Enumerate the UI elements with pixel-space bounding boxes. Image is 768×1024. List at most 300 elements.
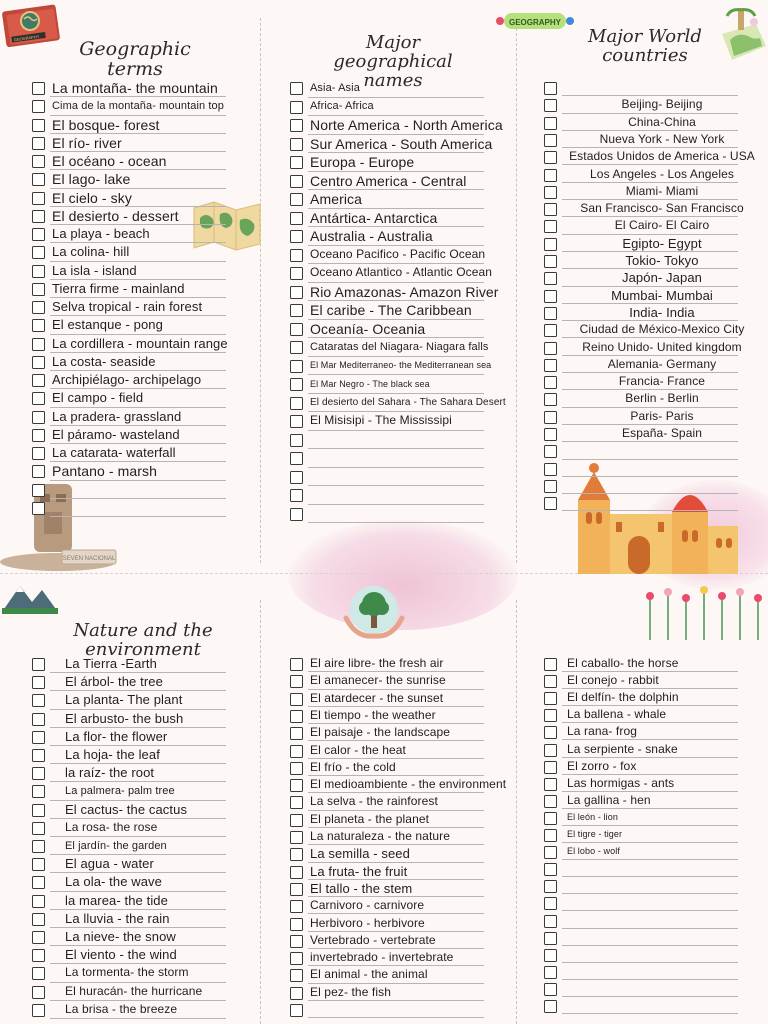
checklist-row bbox=[290, 228, 518, 247]
checkbox[interactable] bbox=[290, 745, 303, 758]
vocabulary-entry: El atardecer - the sunset bbox=[310, 690, 444, 705]
vocabulary-entry: El aire libre- the fresh air bbox=[310, 656, 444, 670]
checkbox[interactable] bbox=[290, 119, 303, 132]
checkbox[interactable] bbox=[32, 265, 45, 278]
rule-line bbox=[308, 983, 484, 984]
checkbox[interactable] bbox=[290, 323, 303, 336]
checkbox[interactable] bbox=[544, 307, 557, 320]
checklist-row bbox=[32, 463, 228, 481]
checkbox[interactable] bbox=[544, 966, 557, 979]
checkbox[interactable] bbox=[544, 658, 557, 671]
checkbox[interactable] bbox=[32, 913, 45, 926]
vocabulary-entry: la marea- the tide bbox=[65, 892, 168, 908]
vocabulary-entry: Alemania- Germany bbox=[607, 356, 717, 371]
checkbox[interactable] bbox=[544, 675, 557, 688]
checkbox[interactable] bbox=[544, 169, 557, 182]
rule-line bbox=[562, 372, 738, 373]
vocabulary-entry: La playa - beach bbox=[52, 226, 150, 241]
checkbox[interactable] bbox=[544, 324, 557, 337]
checkbox[interactable] bbox=[290, 156, 303, 169]
checkbox[interactable] bbox=[544, 342, 557, 355]
rule-line bbox=[308, 948, 484, 949]
checklist-row bbox=[544, 707, 740, 724]
checklist-row bbox=[544, 776, 740, 793]
checkbox[interactable] bbox=[544, 151, 557, 164]
checkbox[interactable] bbox=[32, 137, 45, 150]
checklist-row bbox=[290, 358, 518, 377]
vocabulary-entry: Nueva York - New York bbox=[599, 131, 725, 146]
checkbox[interactable] bbox=[290, 883, 303, 896]
checklist-row bbox=[544, 305, 766, 322]
checkbox[interactable] bbox=[290, 779, 303, 792]
rule-line bbox=[308, 485, 484, 486]
checkbox[interactable] bbox=[544, 744, 557, 757]
checkbox[interactable] bbox=[290, 918, 303, 931]
vocabulary-entry: Reino Unido- United kingdom bbox=[582, 339, 742, 354]
checklist-row bbox=[544, 409, 766, 426]
checkbox[interactable] bbox=[32, 822, 45, 835]
checklist-row bbox=[544, 443, 766, 460]
rule-line bbox=[308, 844, 484, 845]
rule-line bbox=[308, 1000, 484, 1001]
checkbox[interactable] bbox=[32, 429, 45, 442]
checkbox[interactable] bbox=[544, 897, 557, 910]
rule-line bbox=[562, 945, 738, 946]
checkbox[interactable] bbox=[32, 658, 45, 671]
checkbox[interactable] bbox=[32, 192, 45, 205]
checkbox[interactable] bbox=[544, 726, 557, 739]
rule-line bbox=[308, 775, 484, 776]
rule-line bbox=[562, 95, 738, 96]
checkbox[interactable] bbox=[544, 480, 557, 493]
rule-line bbox=[562, 739, 738, 740]
checkbox[interactable] bbox=[32, 785, 45, 798]
rule-line bbox=[308, 411, 484, 412]
checkbox[interactable] bbox=[544, 983, 557, 996]
vocabulary-entry: San Francisco- San Francisco bbox=[580, 201, 744, 216]
checkbox[interactable] bbox=[32, 374, 45, 387]
vocabulary-entry: Egipto- Egypt bbox=[622, 235, 702, 251]
checkbox[interactable] bbox=[290, 378, 303, 391]
checklist-row bbox=[32, 153, 228, 171]
vocabulary-entry: El huracán- the hurricane bbox=[65, 983, 203, 998]
checkbox[interactable] bbox=[290, 900, 303, 913]
checkbox[interactable] bbox=[290, 952, 303, 965]
checklist-row bbox=[32, 299, 228, 317]
checkbox[interactable] bbox=[544, 99, 557, 112]
rule-line bbox=[308, 1017, 484, 1018]
rule-line bbox=[50, 242, 226, 243]
rule-line bbox=[308, 965, 484, 966]
checkbox[interactable] bbox=[544, 203, 557, 216]
checklist-row bbox=[290, 265, 518, 284]
checkbox[interactable] bbox=[290, 101, 303, 114]
checklist-row bbox=[290, 708, 518, 725]
vocabulary-entry: Archipiélago- archipelago bbox=[52, 372, 202, 387]
checkbox[interactable] bbox=[544, 812, 557, 825]
checkbox[interactable] bbox=[290, 675, 303, 688]
checkbox[interactable] bbox=[544, 863, 557, 876]
checklist-row bbox=[544, 253, 766, 270]
checkbox[interactable] bbox=[544, 255, 557, 268]
vocabulary-entry: Australia - Australia bbox=[310, 228, 433, 244]
rule-line bbox=[50, 781, 226, 782]
rule-line bbox=[562, 705, 738, 706]
checkbox[interactable] bbox=[32, 731, 45, 744]
checklist-row bbox=[544, 878, 740, 895]
vocabulary-entry: El campo - field bbox=[52, 390, 144, 406]
title-geographic-terms: Geographic terms bbox=[79, 38, 191, 80]
checklist-row bbox=[32, 656, 228, 674]
checkbox[interactable] bbox=[544, 880, 557, 893]
checklist-row bbox=[32, 390, 228, 408]
checkbox[interactable] bbox=[32, 465, 45, 478]
checkbox[interactable] bbox=[32, 986, 45, 999]
vocabulary-entry: La gallina - hen bbox=[567, 792, 651, 807]
checkbox[interactable] bbox=[290, 267, 303, 280]
rule-line bbox=[308, 430, 484, 431]
checklist-row bbox=[290, 450, 518, 469]
checklist-row bbox=[290, 210, 518, 229]
world-countries-list bbox=[544, 80, 766, 520]
vocabulary-entry: El conejo - rabbit bbox=[567, 673, 659, 688]
nature-list bbox=[32, 656, 228, 1022]
checkbox[interactable] bbox=[290, 727, 303, 740]
checkbox[interactable] bbox=[544, 692, 557, 705]
vocabulary-entry: La catarata- waterfall bbox=[52, 445, 176, 460]
checklist-row bbox=[32, 711, 228, 729]
checkbox[interactable] bbox=[544, 272, 557, 285]
vocabulary-entry: Asia- Asia bbox=[310, 81, 360, 94]
vocabulary-entry: El Mar Negro - The black sea bbox=[310, 378, 430, 389]
checklist-row bbox=[32, 317, 228, 335]
column-divider-left bbox=[260, 18, 261, 563]
vocabulary-entry: El páramo- wasteland bbox=[52, 426, 180, 442]
checklist-row bbox=[32, 765, 228, 783]
checklist-row bbox=[32, 674, 228, 692]
rule-line bbox=[50, 800, 226, 801]
vocabulary-entry: El lago- lake bbox=[52, 171, 131, 188]
rule-line bbox=[562, 510, 738, 511]
checkbox[interactable] bbox=[32, 694, 45, 707]
checkbox[interactable] bbox=[544, 134, 557, 147]
checkbox[interactable] bbox=[290, 452, 303, 465]
rule-line bbox=[562, 979, 738, 980]
checkbox[interactable] bbox=[290, 286, 303, 299]
checkbox[interactable] bbox=[290, 796, 303, 809]
rule-line bbox=[308, 356, 484, 357]
checkbox[interactable] bbox=[290, 175, 303, 188]
checkbox[interactable] bbox=[32, 1004, 45, 1017]
checklist-row bbox=[544, 827, 740, 844]
checklist-row bbox=[290, 247, 518, 266]
vocabulary-entry: La fruta- the fruit bbox=[310, 863, 408, 879]
checklist-row bbox=[32, 856, 228, 874]
column-divider-left-bottom bbox=[260, 600, 261, 1024]
vocabulary-entry: La lluvia - the rain bbox=[65, 910, 170, 926]
checklist-row bbox=[544, 810, 740, 827]
checkbox[interactable] bbox=[544, 445, 557, 458]
checkbox[interactable] bbox=[544, 220, 557, 233]
checkbox[interactable] bbox=[290, 434, 303, 447]
vocabulary-entry: Las hormigas - ants bbox=[567, 775, 675, 790]
checkbox[interactable] bbox=[32, 210, 45, 223]
checklist-row bbox=[32, 929, 228, 947]
checklist-row bbox=[32, 98, 228, 116]
checkbox[interactable] bbox=[32, 713, 45, 726]
vocabulary-entry: La ola- the wave bbox=[65, 874, 162, 890]
vocabulary-entry: El océano - ocean bbox=[52, 153, 167, 169]
checkbox[interactable] bbox=[290, 82, 303, 95]
checklist-row bbox=[32, 947, 228, 965]
checklist-row bbox=[290, 725, 518, 742]
checklist-row bbox=[544, 742, 740, 759]
checkbox[interactable] bbox=[32, 676, 45, 689]
checklist-row bbox=[544, 478, 766, 495]
vocabulary-entry: El cactus- the cactus bbox=[65, 801, 188, 817]
checkbox[interactable] bbox=[32, 246, 45, 259]
vocabulary-entry: La ballena - whale bbox=[567, 707, 667, 722]
rule-line bbox=[562, 996, 738, 997]
checkbox[interactable] bbox=[32, 949, 45, 962]
checklist-row bbox=[544, 495, 766, 512]
checkbox[interactable] bbox=[32, 502, 45, 515]
rule-line bbox=[308, 740, 484, 741]
checklist-row bbox=[544, 167, 766, 184]
vocabulary-entry: El árbol- the tree bbox=[65, 674, 163, 690]
vocabulary-entry: La cordillera - mountain range bbox=[52, 335, 228, 351]
rule-line bbox=[50, 1000, 226, 1001]
checkbox[interactable] bbox=[544, 82, 557, 95]
checkbox[interactable] bbox=[32, 283, 45, 296]
geography-badge bbox=[494, 10, 576, 32]
checkbox[interactable] bbox=[32, 319, 45, 332]
checkbox[interactable] bbox=[32, 484, 45, 497]
vocabulary-entry: Tierra firme - mainland bbox=[52, 280, 185, 296]
checkbox[interactable] bbox=[544, 463, 557, 476]
rule-line bbox=[50, 461, 226, 462]
vocabulary-entry: La naturaleza - the nature bbox=[310, 829, 451, 843]
checkbox[interactable] bbox=[290, 230, 303, 243]
vocabulary-entry: El león - lion bbox=[567, 811, 618, 822]
checklist-row bbox=[290, 846, 518, 863]
checkbox[interactable] bbox=[290, 693, 303, 706]
checklist-row bbox=[544, 844, 740, 861]
rule-line bbox=[50, 745, 226, 746]
checkbox[interactable] bbox=[290, 193, 303, 206]
rule-line bbox=[50, 836, 226, 837]
checkbox[interactable] bbox=[290, 304, 303, 317]
checkbox[interactable] bbox=[32, 356, 45, 369]
checkbox[interactable] bbox=[32, 82, 45, 95]
rule-line bbox=[562, 791, 738, 792]
checkbox[interactable] bbox=[290, 138, 303, 151]
vocabulary-entry: El caballo- the horse bbox=[567, 656, 679, 670]
checkbox[interactable] bbox=[544, 186, 557, 199]
geography-badge-label: GEOGRAPHY bbox=[508, 18, 562, 27]
checkbox[interactable] bbox=[290, 415, 303, 428]
checklist-row bbox=[290, 812, 518, 829]
checkbox[interactable] bbox=[290, 360, 303, 373]
rule-line bbox=[50, 297, 226, 298]
checklist-row bbox=[544, 930, 740, 947]
checklist-row bbox=[290, 985, 518, 1002]
vocabulary-entry: Oceanía- Oceania bbox=[310, 320, 426, 337]
checkbox[interactable] bbox=[544, 932, 557, 945]
checkbox[interactable] bbox=[290, 814, 303, 827]
checkbox[interactable] bbox=[544, 359, 557, 372]
checkbox[interactable] bbox=[544, 411, 557, 424]
rule-line bbox=[562, 216, 738, 217]
checkbox[interactable] bbox=[32, 447, 45, 460]
checkbox[interactable] bbox=[290, 249, 303, 262]
checkbox[interactable] bbox=[32, 100, 45, 113]
rule-line bbox=[50, 425, 226, 426]
checklist-row bbox=[32, 445, 228, 463]
checkbox[interactable] bbox=[32, 767, 45, 780]
checklist-row bbox=[32, 874, 228, 892]
checkbox[interactable] bbox=[290, 341, 303, 354]
checkbox[interactable] bbox=[290, 710, 303, 723]
checkbox[interactable] bbox=[544, 1000, 557, 1013]
checkbox[interactable] bbox=[32, 858, 45, 871]
checkbox[interactable] bbox=[544, 949, 557, 962]
checkbox[interactable] bbox=[32, 411, 45, 424]
rule-line bbox=[50, 370, 226, 371]
checkbox[interactable] bbox=[544, 238, 557, 251]
checkbox[interactable] bbox=[290, 987, 303, 1000]
checkbox[interactable] bbox=[290, 1004, 303, 1017]
checkbox[interactable] bbox=[32, 228, 45, 241]
checkbox[interactable] bbox=[290, 212, 303, 225]
checkbox[interactable] bbox=[544, 829, 557, 842]
checkbox[interactable] bbox=[290, 831, 303, 844]
checkbox[interactable] bbox=[290, 935, 303, 948]
vocabulary-entry: El frío - the cold bbox=[310, 759, 396, 774]
checkbox[interactable] bbox=[290, 397, 303, 410]
checklist-row bbox=[32, 820, 228, 838]
vocabulary-entry: La selva - the rainforest bbox=[310, 794, 438, 809]
tree-in-hands-icon bbox=[340, 584, 408, 642]
rule-line bbox=[50, 709, 226, 710]
checklist-row bbox=[32, 208, 228, 226]
vocabulary-entry: Berlin - Berlin bbox=[625, 391, 699, 406]
checklist-row bbox=[32, 965, 228, 983]
checkbox[interactable] bbox=[544, 117, 557, 130]
checklist-row bbox=[32, 783, 228, 801]
checkbox[interactable] bbox=[290, 508, 303, 521]
checklist-row bbox=[290, 395, 518, 414]
checkbox[interactable] bbox=[544, 393, 557, 406]
checkbox[interactable] bbox=[544, 915, 557, 928]
checkbox[interactable] bbox=[32, 895, 45, 908]
rule-line bbox=[562, 476, 738, 477]
checkbox[interactable] bbox=[290, 471, 303, 484]
rule-line bbox=[308, 374, 484, 375]
checkbox[interactable] bbox=[32, 840, 45, 853]
checkbox[interactable] bbox=[32, 876, 45, 889]
checkbox[interactable] bbox=[544, 778, 557, 791]
checklist-row bbox=[290, 117, 518, 136]
checkbox[interactable] bbox=[32, 173, 45, 186]
rule-line bbox=[50, 818, 226, 819]
vocabulary-entry: China-China bbox=[628, 114, 696, 129]
vocabulary-entry: El bosque- forest bbox=[52, 116, 160, 133]
checklist-row bbox=[32, 984, 228, 1002]
checklist-row bbox=[544, 759, 740, 776]
checklist-row bbox=[32, 1002, 228, 1020]
rule-line bbox=[50, 498, 226, 499]
rule-line bbox=[308, 467, 484, 468]
title-world-countries: Major World countries bbox=[588, 26, 702, 66]
checklist-row bbox=[544, 374, 766, 391]
checkbox[interactable] bbox=[32, 155, 45, 168]
checklist-row bbox=[290, 136, 518, 155]
checklist-row bbox=[32, 80, 228, 98]
checkbox[interactable] bbox=[32, 749, 45, 762]
checkbox[interactable] bbox=[544, 290, 557, 303]
checklist-row bbox=[290, 1002, 518, 1019]
vocabulary-entry: El planeta - the planet bbox=[310, 811, 430, 826]
checkbox[interactable] bbox=[32, 301, 45, 314]
rule-line bbox=[562, 130, 738, 131]
checkbox[interactable] bbox=[32, 931, 45, 944]
book-label: GEOGRAPHY bbox=[13, 33, 40, 43]
checkbox[interactable] bbox=[32, 804, 45, 817]
checkbox[interactable] bbox=[32, 967, 45, 980]
checklist-row bbox=[290, 506, 518, 525]
checkbox[interactable] bbox=[32, 119, 45, 132]
rule-line bbox=[50, 672, 226, 673]
checklist-row bbox=[290, 339, 518, 358]
checklist-row bbox=[544, 793, 740, 810]
vocabulary-entry: El viento - the wind bbox=[65, 947, 177, 963]
checkbox[interactable] bbox=[290, 762, 303, 775]
checklist-row bbox=[32, 482, 228, 500]
checkbox[interactable] bbox=[544, 709, 557, 722]
rule-line bbox=[562, 825, 738, 826]
checklist-row bbox=[544, 964, 740, 981]
checkbox[interactable] bbox=[32, 392, 45, 405]
vocabulary-entry: Rio Amazonas- Amazon River bbox=[310, 283, 499, 300]
checkbox[interactable] bbox=[290, 848, 303, 861]
checkbox[interactable] bbox=[544, 761, 557, 774]
rule-line bbox=[50, 279, 226, 280]
rule-line bbox=[562, 234, 738, 235]
vocabulary-entry: Norte America - North America bbox=[310, 117, 503, 133]
checkbox[interactable] bbox=[544, 795, 557, 808]
vocabulary-entry: El tiempo - the weather bbox=[310, 707, 436, 722]
checkbox[interactable] bbox=[544, 376, 557, 389]
checkbox[interactable] bbox=[290, 969, 303, 982]
checklist-row bbox=[32, 226, 228, 244]
vocabulary-entry: Oceano Pacifico - Pacific Ocean bbox=[310, 246, 486, 261]
checkbox[interactable] bbox=[32, 338, 45, 351]
checklist-row bbox=[544, 201, 766, 218]
checklist-row bbox=[32, 372, 228, 390]
vocabulary-entry: Herbivoro - herbivore bbox=[310, 915, 425, 930]
checkbox[interactable] bbox=[290, 866, 303, 879]
checklist-row bbox=[544, 895, 740, 912]
checkbox[interactable] bbox=[290, 489, 303, 502]
checkbox[interactable] bbox=[544, 846, 557, 859]
checkbox[interactable] bbox=[290, 658, 303, 671]
checklist-row bbox=[544, 184, 766, 201]
rule-line bbox=[562, 928, 738, 929]
vocabulary-entry: La serpiente - snake bbox=[567, 741, 678, 756]
checkbox[interactable] bbox=[544, 428, 557, 441]
checkbox[interactable] bbox=[544, 497, 557, 510]
